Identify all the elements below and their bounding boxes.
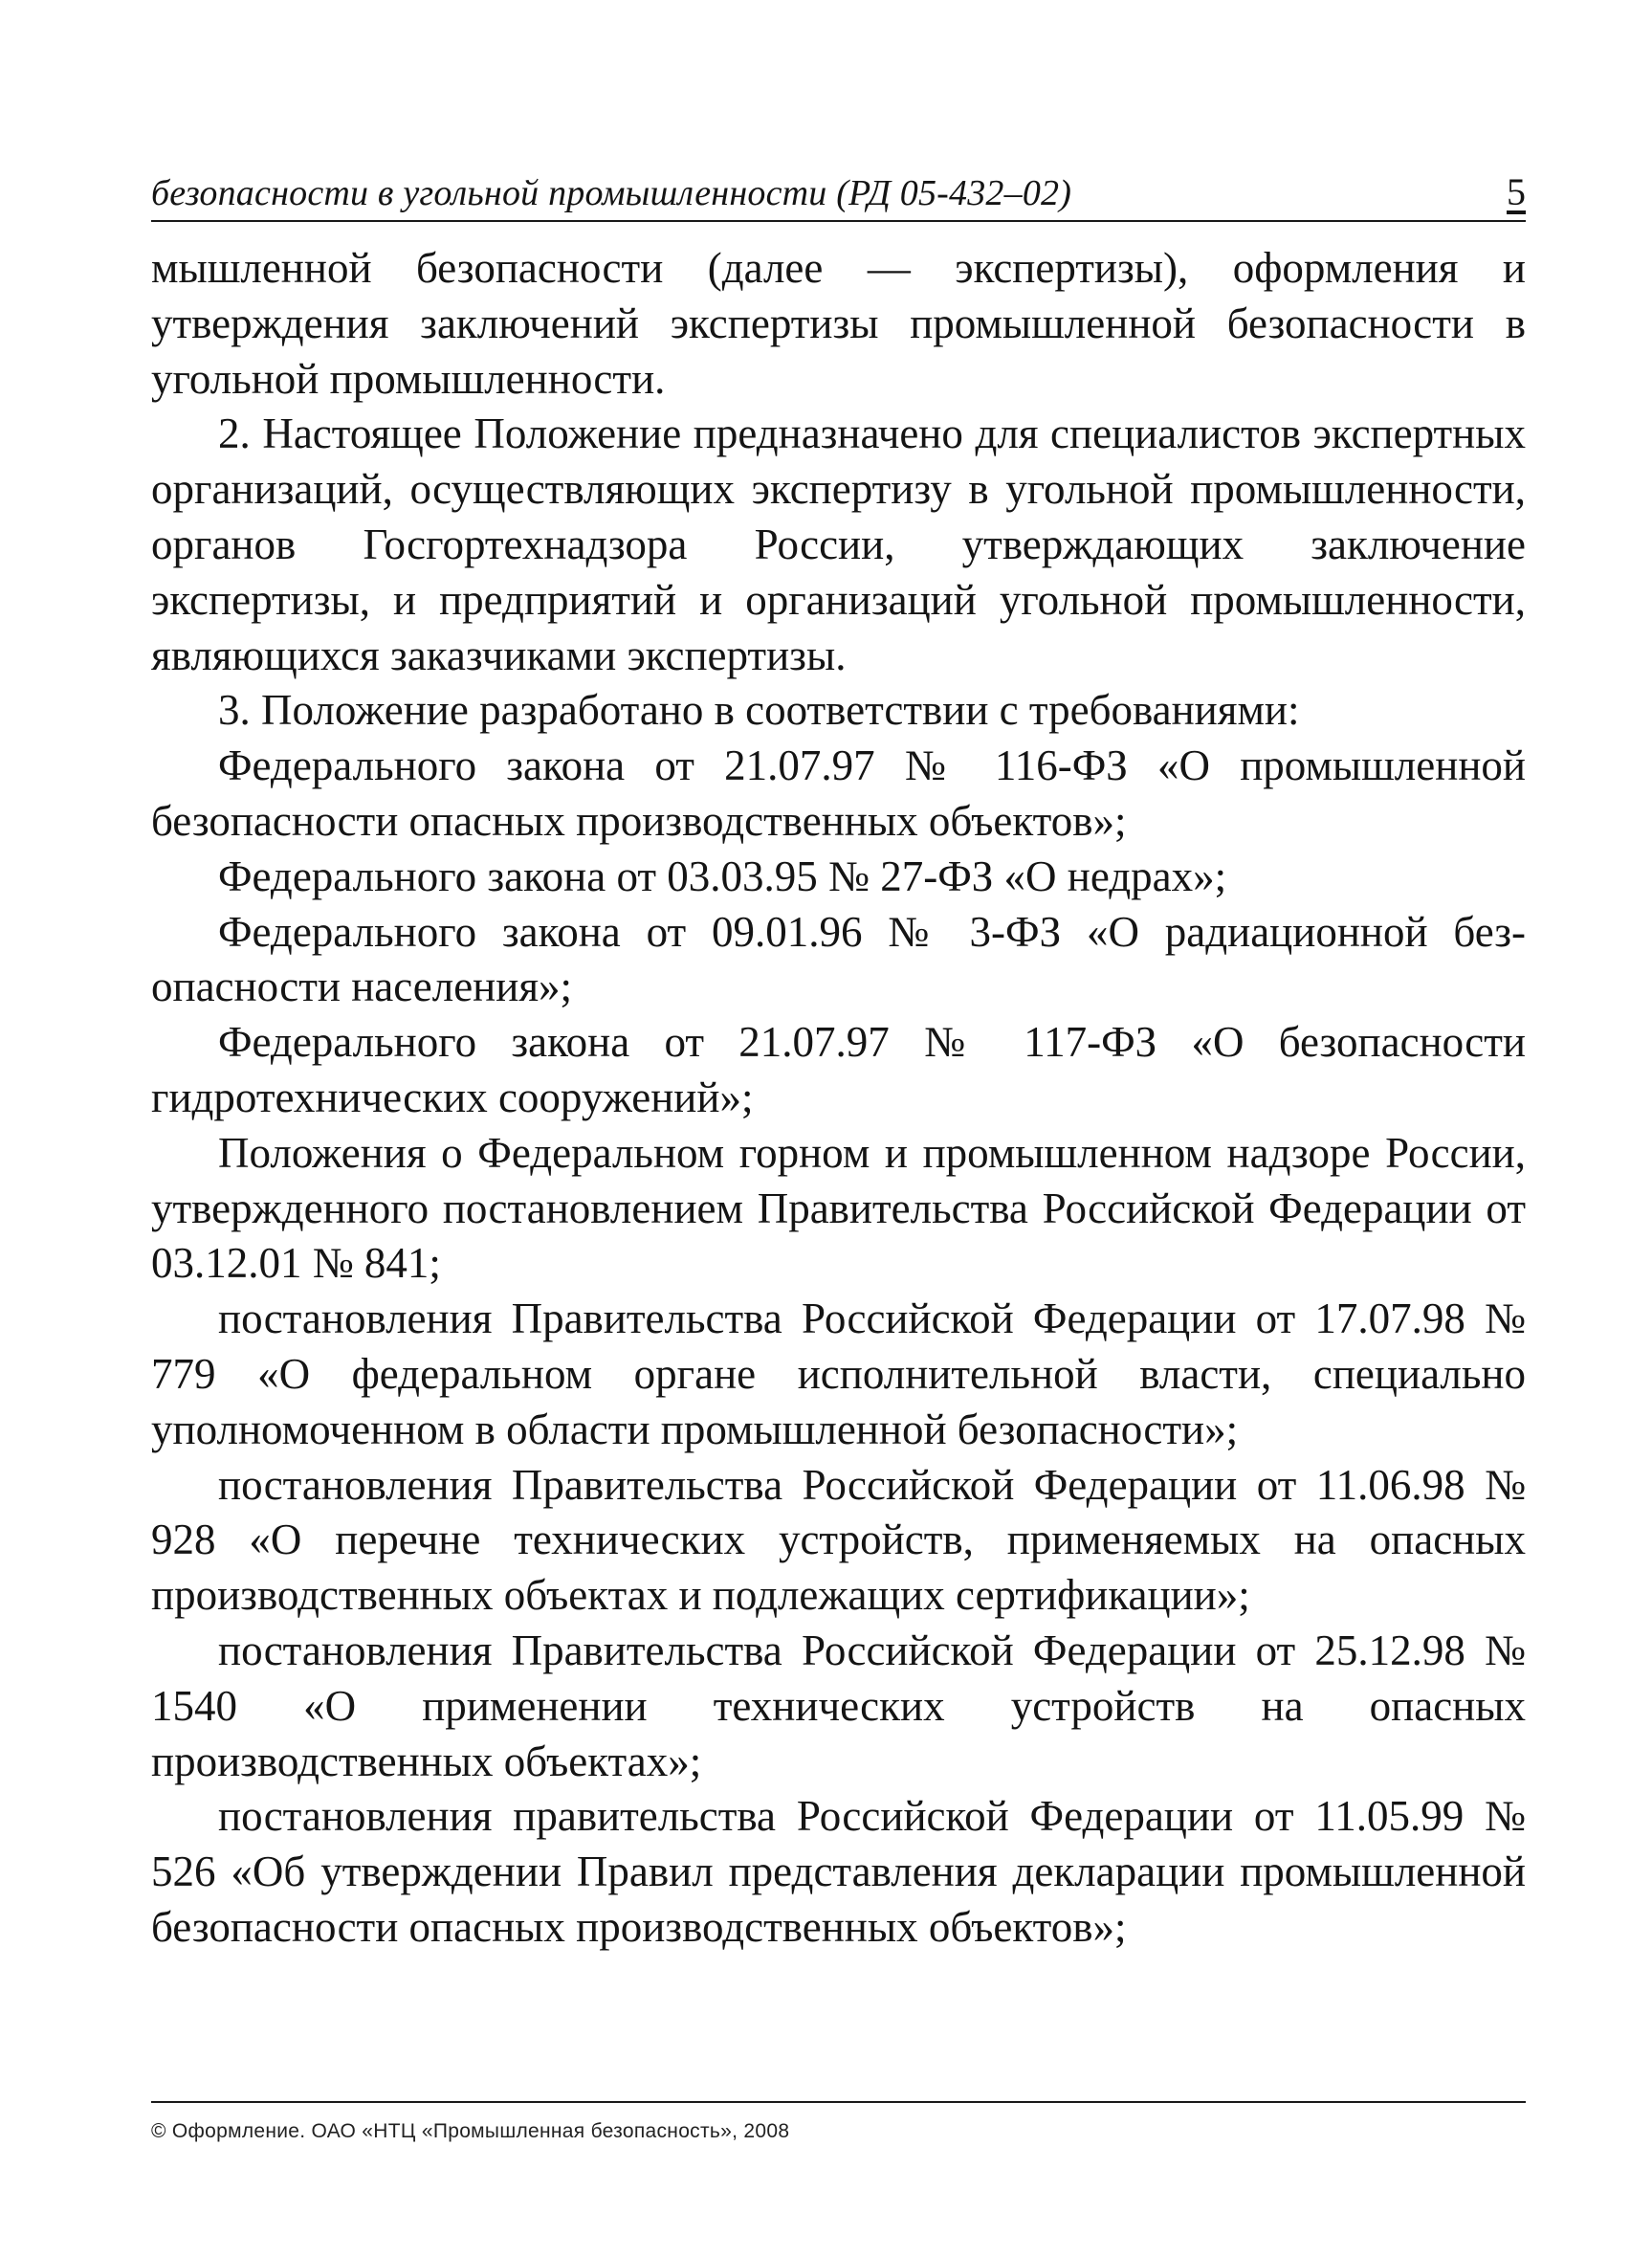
list-item-law-117: Федерального закона от 21.07.97 № 117-ФЗ «О безопасности гидротехнических сооружений»; xyxy=(151,1018,1526,1121)
running-header xyxy=(151,170,1526,222)
footer-rule xyxy=(151,2101,1526,2103)
footer-copyright: © Оформление. ОАО «НТЦ «Промышленная безопасность», 2008 xyxy=(151,2120,790,2142)
list-item-regulation-841: Положения о Федеральном горном и промышленном надзоре России, утвержденного постановлением Правительства Российской Федерации от 03.12.01 № 841; xyxy=(151,1128,1526,1288)
list-item-law-27: Федерального закона от 03.03.95 № 27-ФЗ «О недрах»; xyxy=(218,852,1227,900)
list-item-decree-928: постановления Правительства Российской Федерации от 11.06.98 № 928 «О перечне технических устройств, применяемых на опасных производственных объектах и подлежащих сертификации»; xyxy=(151,1460,1526,1620)
list-item-decree-1540: постановления Правительства Российской Федерации от 25.12.98 № 1540 «О применении технических устройств на опасных производственных объектах»; xyxy=(151,1626,1526,1785)
body-text xyxy=(151,241,1526,1956)
list-item-decree-526: постановления правительства Российской Федерации от 11.05.99 № 526 «Об утверждении Правил представления декларации промышленной безопасности опасных производственных объектов»; xyxy=(151,1792,1526,1951)
paragraph-continuation: мышленной безопасности (далее — экспертизы), оформления и утверждения заключений экспертизы промышленной безопасности в угольной промышленности. xyxy=(151,244,1526,403)
paragraph-item-3: 3. Положение разработано в соответствии с требованиями: xyxy=(218,686,1300,735)
page-number: 5 xyxy=(1507,170,1526,213)
list-item-law-116: Федерального закона от 21.07.97 № 116-ФЗ «О промышленной безопасности опасных производственных объектов»; xyxy=(151,741,1526,845)
header-title: безопасности в угольной промышленности (РД 05-432–02) xyxy=(151,173,1072,213)
paragraph-item-2: 2. Настоящее Положение предназначено для специалистов экспертных организаций, осуществляющих экспертизу в угольной промышленности, органов Госгортехнадзора России, утверждающих заключение экспертизы, и предприятий и организаций угольной промышленности, являющихся заказчиками экспертизы. xyxy=(151,409,1526,679)
list-item-decree-779: постановления Правительства Российской Федерации от 17.07.98 № 779 «О федеральном органе исполнительной власти, специально уполномоченном в области промышленной безопасности»; xyxy=(151,1294,1526,1453)
list-item-law-3: Федерального закона от 09.01.96 № 3-ФЗ «О радиационной безопасности населения»; xyxy=(151,907,1526,1011)
